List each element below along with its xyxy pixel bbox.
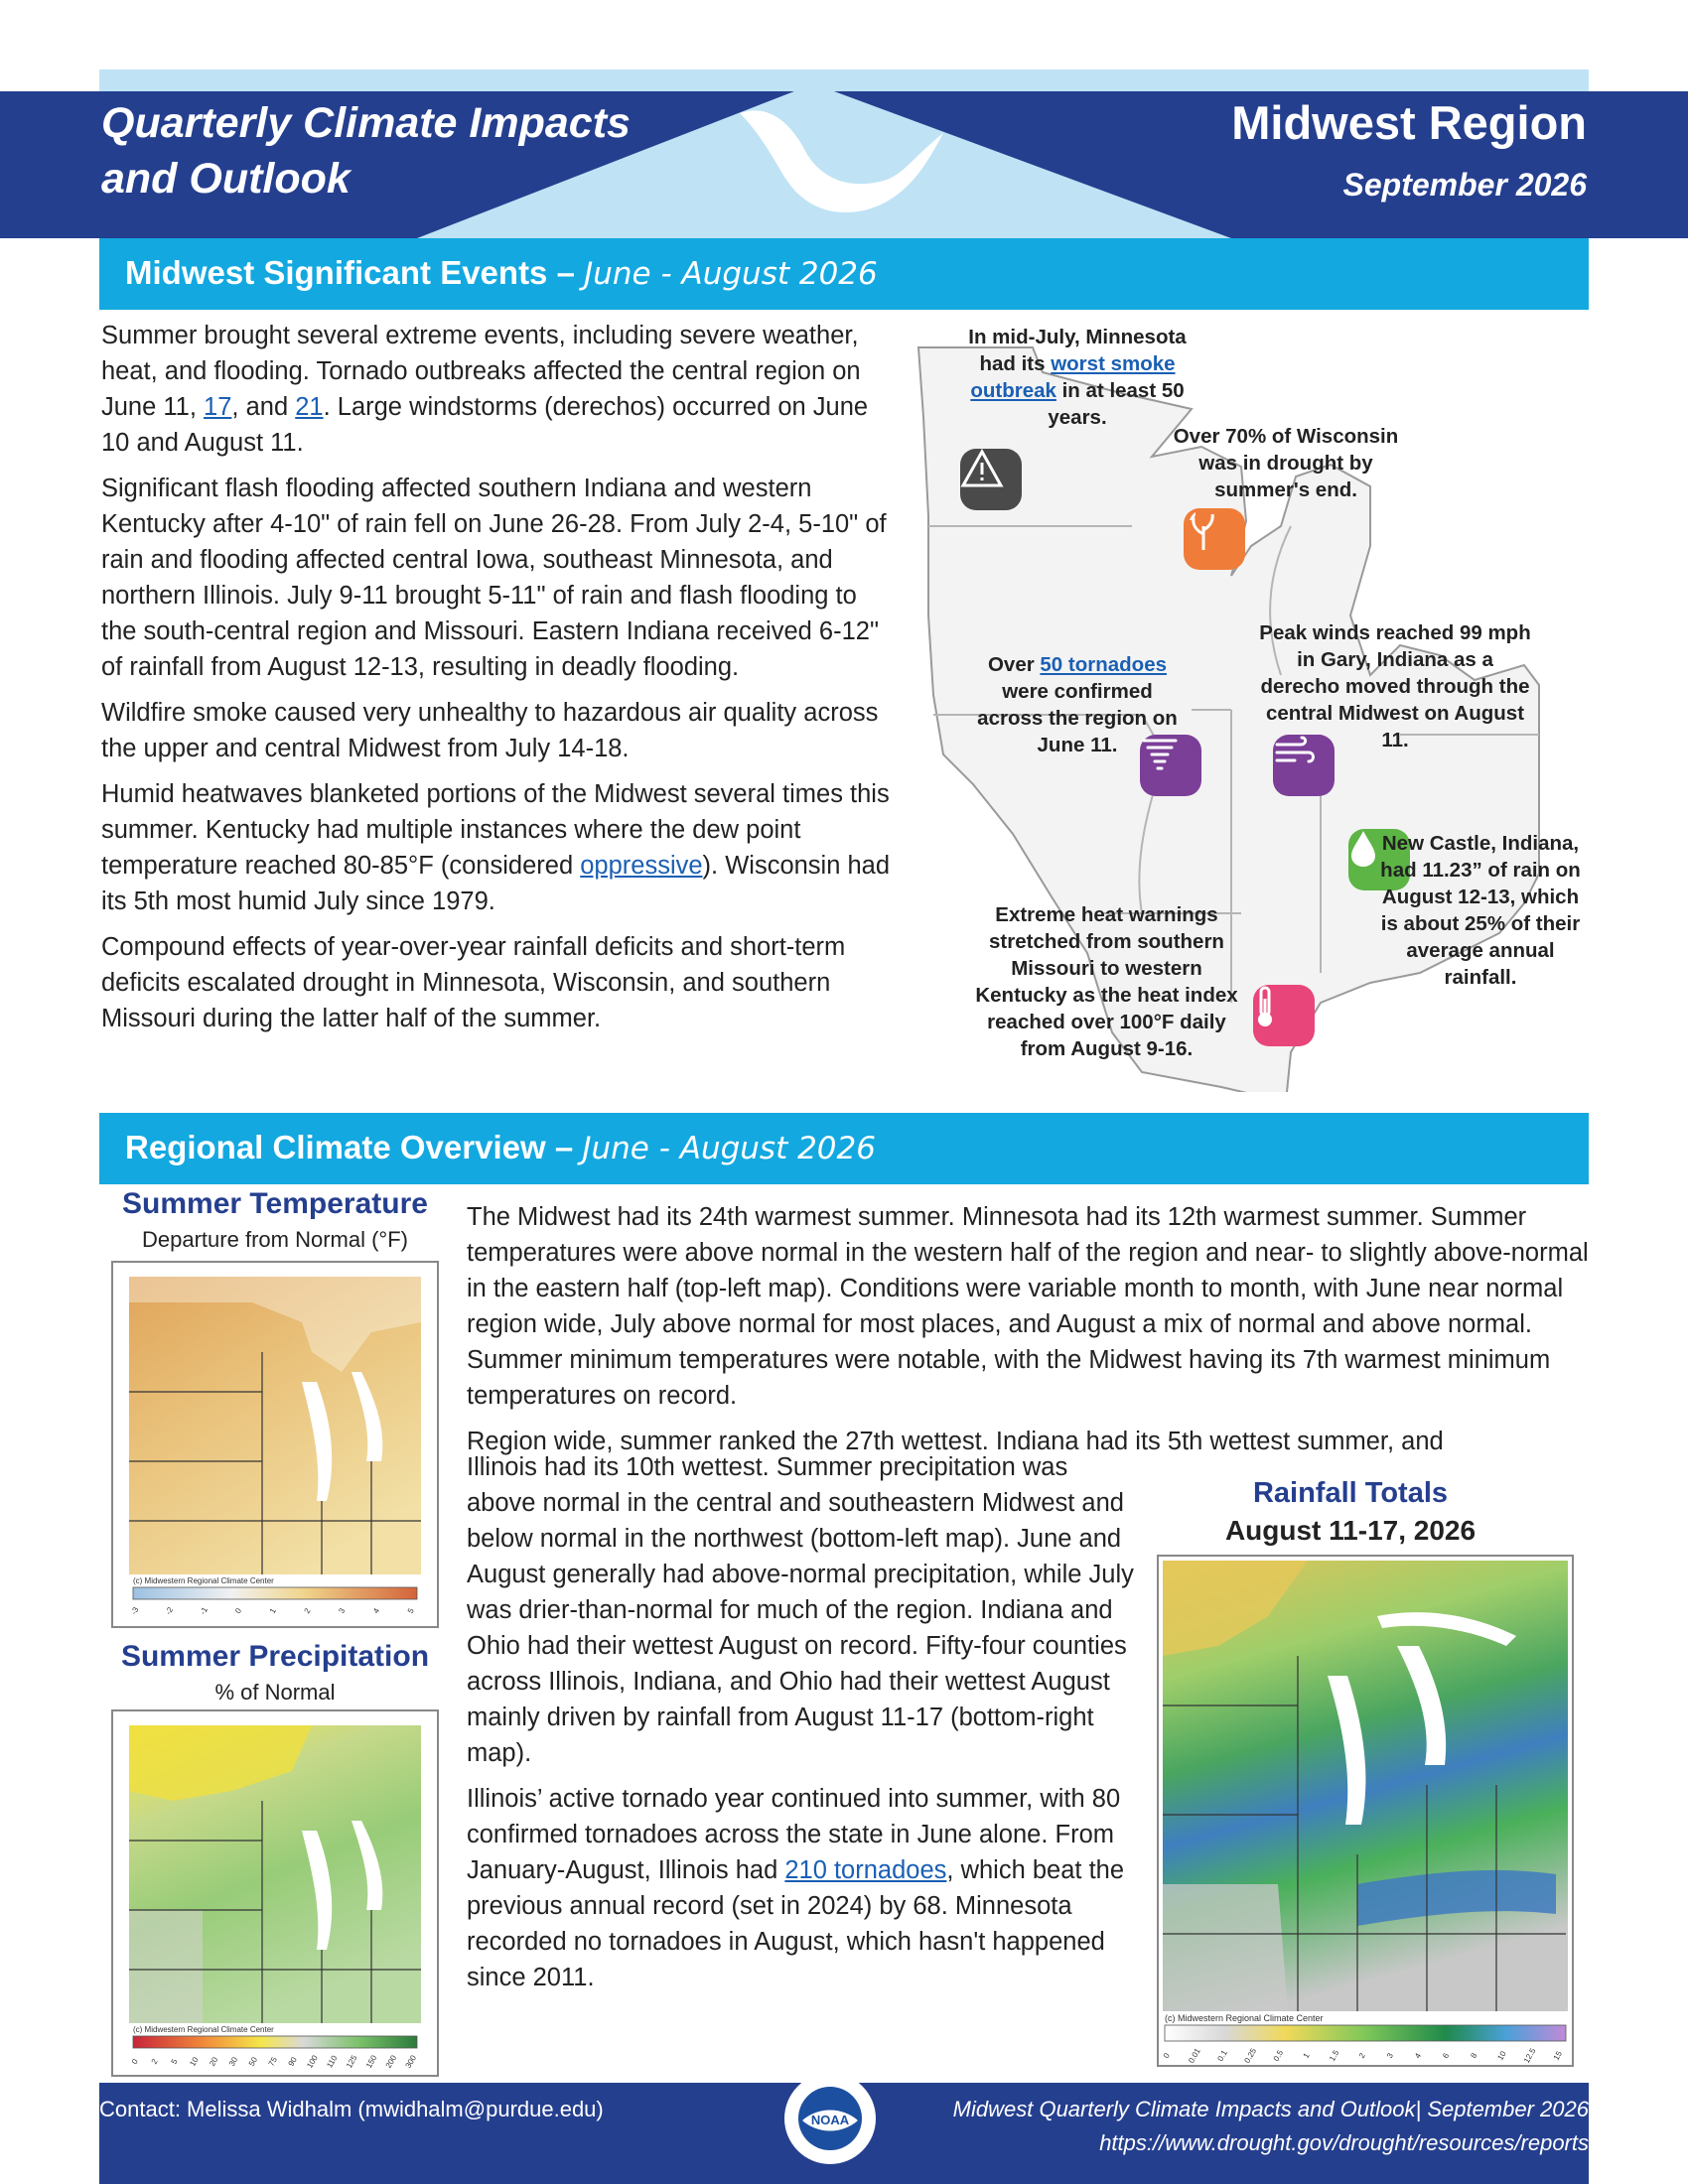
scale-label: 1 <box>1301 2051 1312 2060</box>
rainfall-totals-map <box>1157 1555 1574 2067</box>
scale-label: 0 <box>129 2057 140 2066</box>
scale-label: 0 <box>1161 2051 1172 2060</box>
scale-label: -2 <box>163 1605 176 1617</box>
scale-label: 1 <box>267 1606 278 1615</box>
scale-label: 0.25 <box>1242 2046 1259 2065</box>
callout-rain: New Castle, Indiana, had 11.23” of rain on August 12-13, which is about 25% of their average annual rainfall. <box>1380 832 1581 989</box>
temp-departure-map <box>111 1261 439 1628</box>
scale-label: 90 <box>286 2055 299 2068</box>
callout-smoke: In mid-July, Minnesota had its worst smoke outbreak in at least 50 years. <box>968 326 1187 429</box>
drought-plant-icon <box>1184 508 1245 570</box>
scale-label: -1 <box>198 1605 211 1617</box>
scale-label: 110 <box>325 2053 340 2070</box>
temp-map-subtitle: Departure from Normal (°F) <box>142 1227 408 1252</box>
scale-label: 0.01 <box>1187 2046 1202 2065</box>
wind-icon <box>1273 735 1335 796</box>
scale-label: 200 <box>383 2053 399 2070</box>
scale-label: 0.5 <box>1271 2048 1286 2063</box>
scale-label: -3 <box>129 1605 141 1617</box>
scale-label: 300 <box>403 2053 419 2070</box>
scale-label: 10 <box>1495 2049 1508 2062</box>
scale-label: 3 <box>337 1606 348 1615</box>
section-title: Regional Climate Overview – June - August 2026 <box>125 1129 876 1166</box>
contact-info[interactable]: Contact: Melissa Widhalm (mwidhalm@purdue.edu) <box>99 2097 604 2121</box>
temp-map-title: Summer Temperature <box>122 1187 428 1220</box>
scale-label: 0 <box>233 1606 244 1615</box>
scale-label: 75 <box>266 2055 279 2068</box>
map-credit: (c) Midwestern Regional Climate Center <box>1165 2013 1324 2023</box>
overview-text-column <box>467 1449 1142 2005</box>
thermometer-icon <box>1253 985 1315 1046</box>
scale-label: 30 <box>226 2055 240 2068</box>
scale-label: 2 <box>1356 2051 1367 2060</box>
scale-label: 10 <box>188 2055 201 2068</box>
map-credit: (c) Midwestern Regional Climate Center <box>133 2025 274 2034</box>
scale-label: 1.5 <box>1328 2048 1341 2063</box>
scale-label: 8 <box>1469 2051 1479 2060</box>
210-tornadoes-link[interactable]: 210 tornadoes <box>784 1856 947 1884</box>
significant-events-map <box>904 318 1589 1092</box>
scale-label: 3 <box>1384 2051 1395 2060</box>
publication-title: Quarterly Climate Impacts and Outlook <box>101 99 631 203</box>
events-paragraph: Summer brought several extreme events, including severe weather, heat, and flooding. Tornado outbreaks affected the central region on June 11, 17, and 21. Large windstorms (derechos) occurred on June 10 and August 11. <box>101 322 869 457</box>
section-title: Midwest Significant Events – June - August 2026 <box>125 254 878 292</box>
page-footer <box>99 2083 1589 2184</box>
scale-label: 2 <box>302 1606 313 1615</box>
map-credit: (c) Midwestern Regional Climate Center <box>133 1576 274 1585</box>
scale-label: 4 <box>371 1606 382 1615</box>
warning-icon <box>960 449 1022 510</box>
50-tornadoes-link[interactable]: 50 tornadoes <box>1040 653 1168 676</box>
scale-label: 5 <box>405 1606 416 1615</box>
events-paragraph: Significant flash flooding affected southern Indiana and western Kentucky after 4-10" of rain fell on June 26-28. From July 2-4, 5-10" of rain and flooding affected central Iowa, southeast Minnesota, and northern Illinois. July 9-11 brought 5-11" of rain and flash flooding to the south-central region and Missouri. Eastern Indiana received 6-12" of rainfall from August 12-13, resulting in deadly flooding. <box>101 475 887 681</box>
events-paragraph: Compound effects of year-over-year rainfall deficits and short-term deficits escalated drought in Minnesota, Wisconsin, and southern Missouri during the latter half of the summer. <box>101 933 846 1032</box>
section-bar-regional-overview <box>99 1113 1589 1184</box>
scale-label: 0.1 <box>1215 2048 1229 2063</box>
callout-tornado: Over 50 tornadoes were confirmed across the region on June 11. <box>977 653 1178 756</box>
publication-name: Midwest Quarterly Climate Impacts and Outlook| September 2026 <box>952 2097 1589 2121</box>
precip-map-subtitle: % of Normal <box>214 1680 336 1705</box>
oppressive-link[interactable]: oppressive <box>580 852 703 880</box>
rain-map-title: Rainfall Totals <box>1252 1477 1449 1509</box>
svg-text:NOAA: NOAA <box>810 2113 850 2127</box>
reports-url[interactable]: https://www.drought.gov/drought/resources/reports <box>1099 2130 1589 2155</box>
rain-map-dates: August 11-17, 2026 <box>1224 1515 1477 1546</box>
overview-paragraph: Region wide, summer ranked the 27th wettest. Indiana had its 5th wettest summer, and <box>467 1428 1444 1455</box>
tornado-june-21-link[interactable]: 21 <box>295 393 324 421</box>
callout-drought: Over 70% of Wisconsin was in drought by summer's end. <box>1173 425 1399 501</box>
events-paragraph: Humid heatwaves blanketed portions of the Midwest several times this summer. Kentucky had multiple instances where the dew point temperature reached 80-85°F (considered oppressive). Wisconsin had its 5th most humid July since 1979. <box>101 780 891 915</box>
precip-map-title: Summer Precipitation <box>120 1640 430 1673</box>
scale-label: 20 <box>208 2055 220 2068</box>
scale-label: 150 <box>363 2053 379 2070</box>
worst-smoke-outbreak-link[interactable]: worst smoke outbreak <box>970 352 1176 402</box>
scale-label: 50 <box>246 2055 260 2068</box>
callout-heat: Extreme heat warnings stretched from southern Missouri to western Kentucky as the heat index reached over 100°F daily from August 9-16. <box>975 903 1238 1060</box>
scale-label: 15 <box>1551 2049 1564 2062</box>
section-bar-significant-events <box>99 238 1589 310</box>
scale-label: 100 <box>305 2053 320 2070</box>
scale-label: 12.5 <box>1521 2046 1538 2065</box>
noaa-logo-icon <box>780 2069 880 2168</box>
overview-paragraph: Illinois’ active tornado year continued into summer, with 80 confirmed tornadoes across the state in June alone. From January-August, Illinois had 210 tornadoes, which beat the previous annual record (set in 2024) by 68. Minnesota recorded no tornadoes in August, which hasn't happened since 2011. <box>467 1785 1125 1991</box>
issue-date: September 2026 <box>1342 167 1587 203</box>
footer-publication-info <box>953 2093 1589 2160</box>
overview-paragraph: The Midwest had its 24th warmest summer. Minnesota had its 12th warmest summer. Summer temperatures were above normal in the western half of the region and near- to slightly above-normal in the eastern half (top-left map). Conditions were variable month to month, with June near normal region wide, July above normal for most places, and August a mix of normal and above normal. Summer minimum temperatures were notable, with the Midwest having its 7th warmest minimum temperatures on record. <box>467 1203 1589 1410</box>
precip-percent-map <box>111 1709 439 2077</box>
significant-events-text <box>101 318 896 1046</box>
page-header <box>0 0 1688 238</box>
tornado-icon <box>1140 735 1201 796</box>
scale-label: 6 <box>1441 2051 1452 2060</box>
events-paragraph: Wildfire smoke caused very unhealthy to hazardous air quality across the upper and central Midwest from July 14-18. <box>101 699 879 762</box>
scale-label: 5 <box>169 2057 180 2066</box>
region-title: Midwest Region <box>1231 96 1587 149</box>
overview-text-top <box>467 1199 1591 1459</box>
tornado-june-17-link[interactable]: 17 <box>204 393 232 421</box>
scale-label: 4 <box>1413 2051 1424 2060</box>
overview-paragraph: Illinois had its 10th wettest. Summer precipitation was above normal in the central and southeastern Midwest and below normal in the northwest (bottom-left map). June and August generally had above-normal precipitation, while July was drier-than-normal for much of the region. Indiana and Ohio had their wettest August on record. Fifty-four counties across Illinois, Indiana, and Ohio had their wettest August mainly driven by rainfall from August 11-17 (bottom-right map). <box>467 1453 1134 1767</box>
scale-label: 125 <box>345 2053 359 2070</box>
scale-label: 2 <box>149 2057 160 2066</box>
callout-wind: Peak winds reached 99 mph in Gary, Indiana as a derecho moved through the central Midwest on August 11. <box>1259 621 1531 751</box>
